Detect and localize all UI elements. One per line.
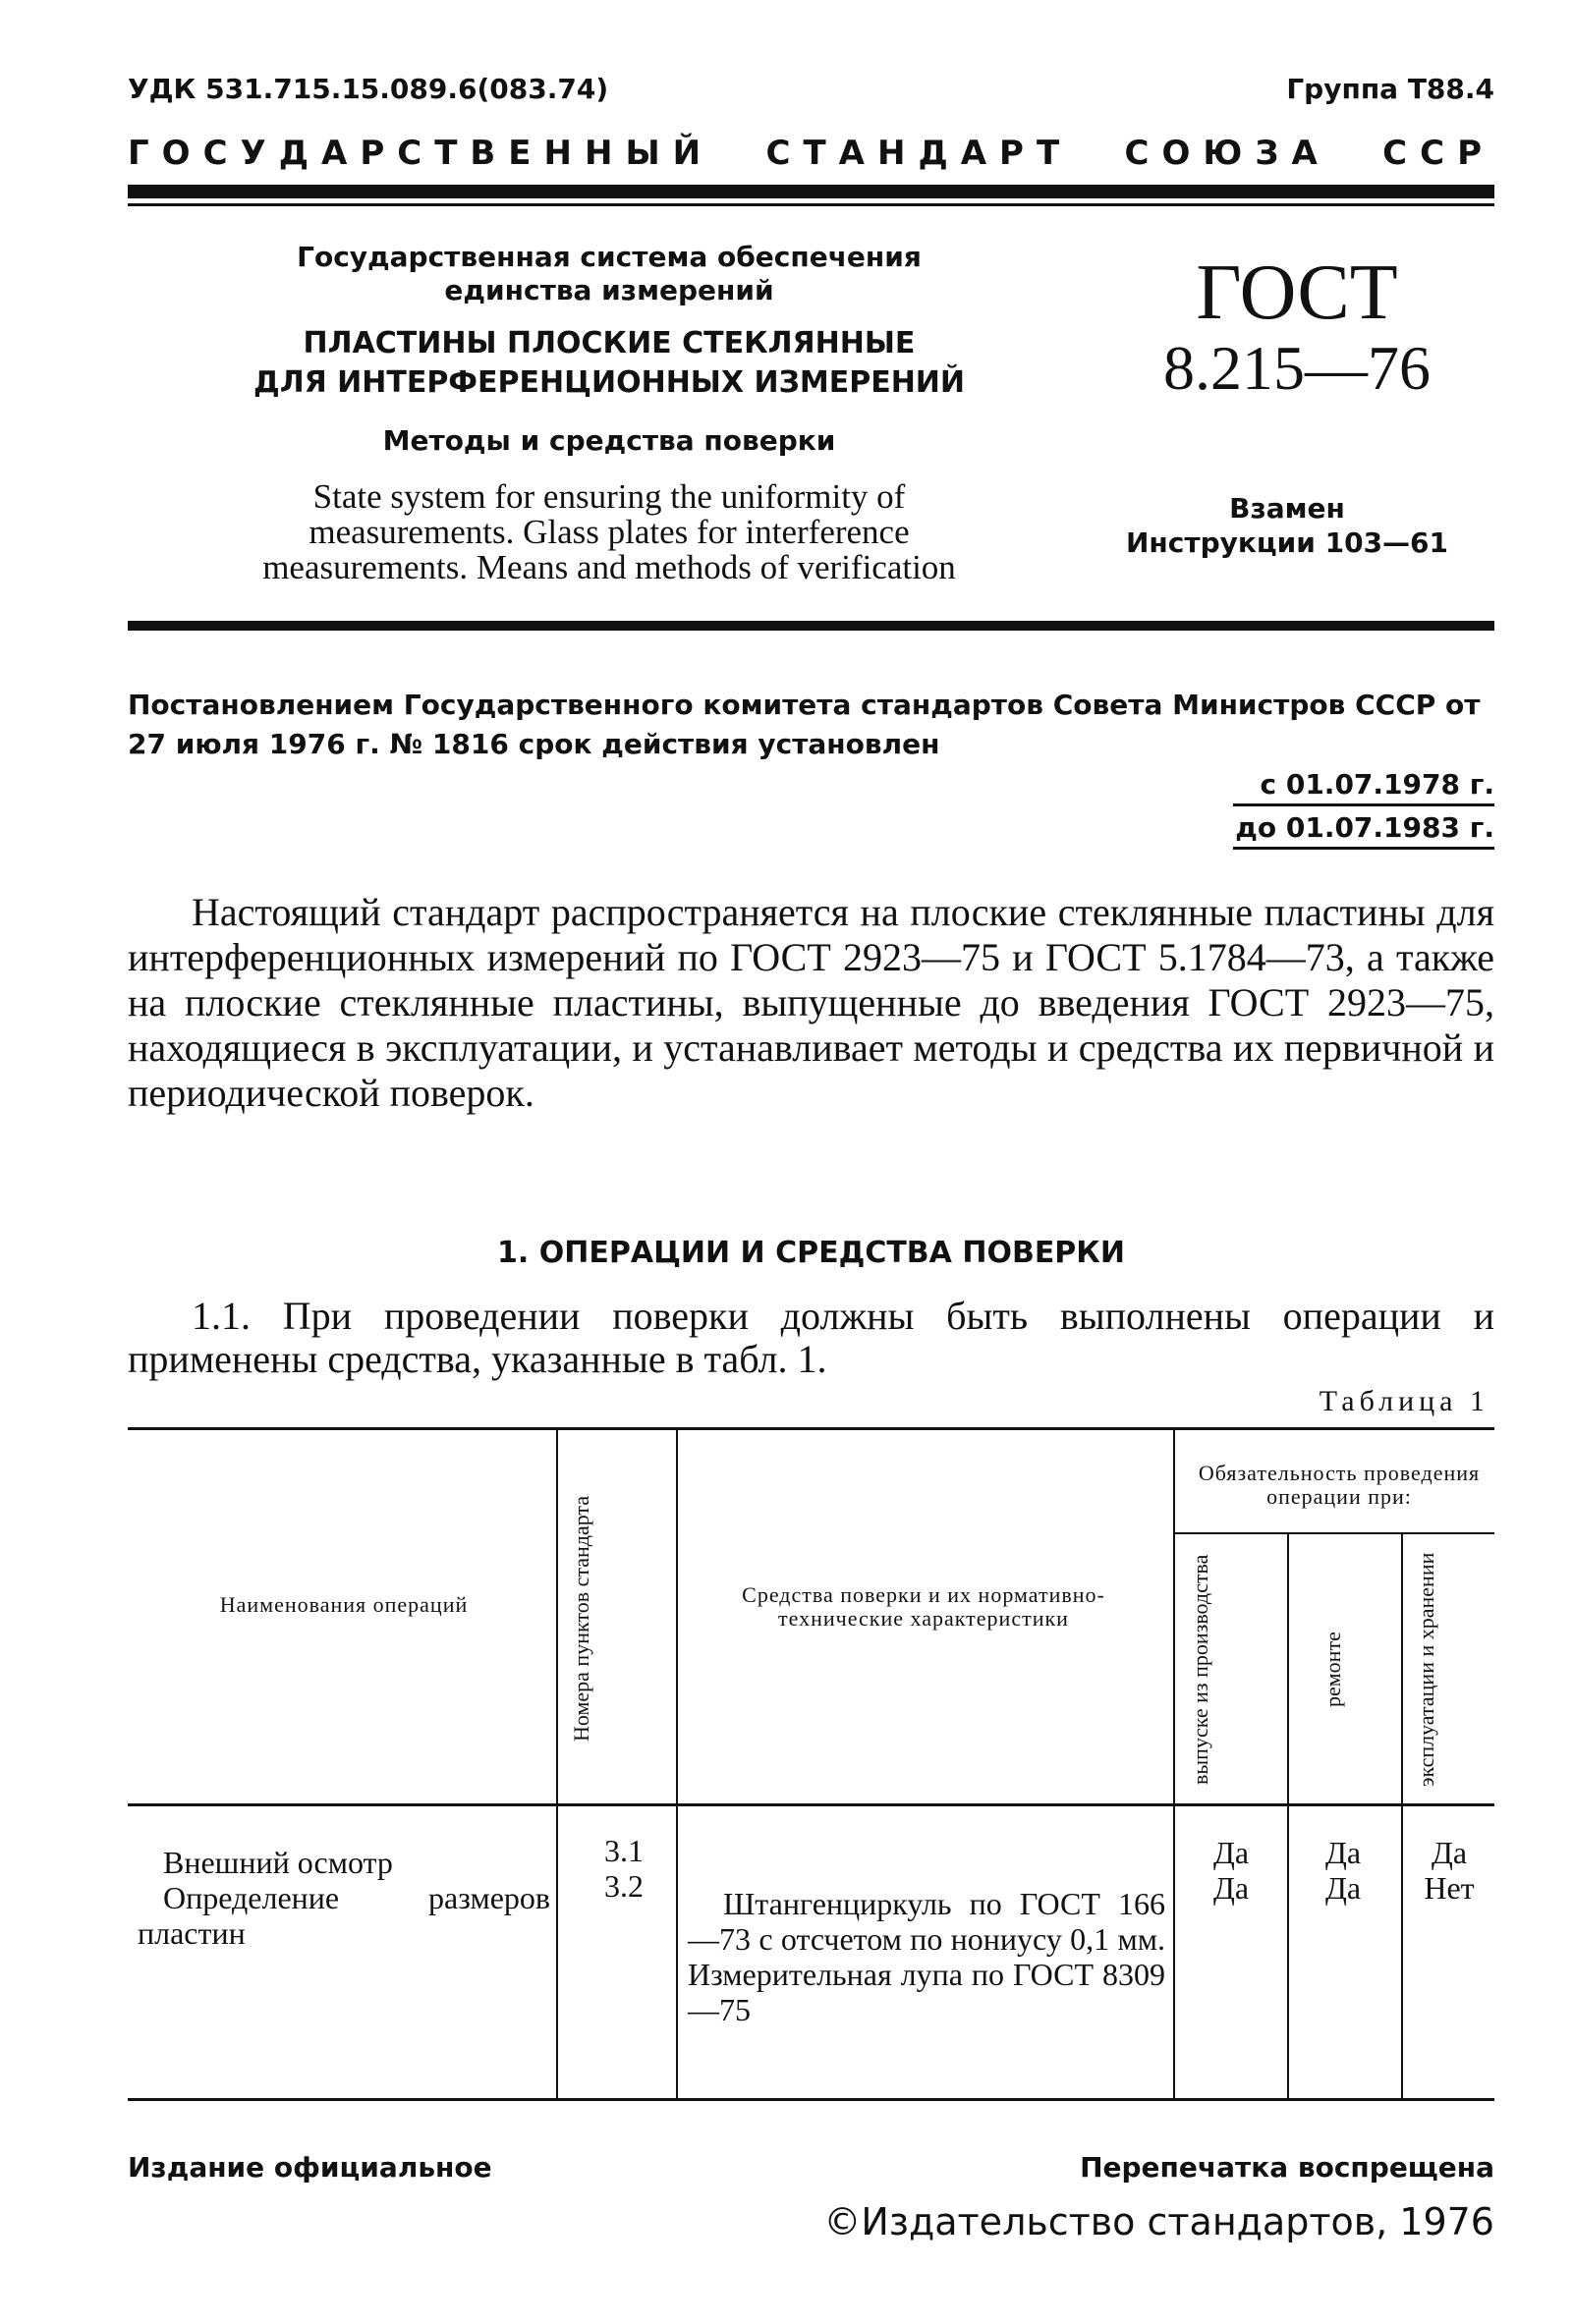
table-column-divider bbox=[556, 1430, 558, 2098]
replaces-document: Инструкции 103—61 bbox=[1125, 526, 1449, 559]
title-thick-rule bbox=[128, 621, 1494, 631]
row-release-value: Да bbox=[1212, 1835, 1250, 1870]
intro-paragraph: Настоящий стандарт распространяется на плоские стеклянные пластины для интерференционных измерений по ГОСТ 2923—75 и ГОСТ 5.1784—73, а также на плоские стеклянные пластины, выпущенные до введения ГОСТ 2923—75, находящиеся в эксплуатации, и устанавливает методы и средства их первичной и периодической поверок. bbox=[128, 890, 1494, 1115]
system-title-line: единства измерений bbox=[444, 274, 774, 306]
header-operations: Наименования операций bbox=[219, 1592, 469, 1617]
replaces-label: Взамен bbox=[1229, 492, 1345, 525]
state-standard-word: СТАНДАРТ bbox=[765, 134, 1073, 173]
table-top-rule bbox=[128, 1427, 1494, 1430]
english-title-line: measurements. Means and methods of verification bbox=[262, 548, 956, 586]
english-title-line: measurements. Glass plates for interference bbox=[309, 513, 910, 551]
english-title bbox=[177, 479, 1041, 585]
valid-to-date: до 01.07.1983 г. bbox=[1235, 811, 1494, 844]
table-column-divider bbox=[1401, 1534, 1403, 2098]
document-title-line: ПЛАСТИНЫ ПЛОСКИЕ СТЕКЛЯННЫЕ bbox=[303, 326, 916, 360]
header-means: Средства поверки и их нормативно-технические характеристики bbox=[742, 1582, 1105, 1631]
table-column-divider bbox=[676, 1430, 678, 2098]
header-thick-rule bbox=[128, 185, 1494, 198]
section-heading: 1. ОПЕРАЦИИ И СРЕДСТВА ПОВЕРКИ bbox=[497, 1236, 1125, 1270]
paragraph-1-1: 1.1. При проведении поверки должны быть выполнены операции и применены средства, указанные в табл. 1. bbox=[128, 1294, 1494, 1381]
row-operation-value: Да bbox=[1431, 1835, 1468, 1870]
official-edition-note: Издание официальное bbox=[128, 2151, 492, 2184]
decree-text: Постановлением Государственного комитета стандартов Совета Министров СССР от 27 июля 1976 г. № 1816 срок действия установлен bbox=[128, 689, 1481, 760]
publisher-copyright: ©Издательство стандартов, 1976 bbox=[823, 2200, 1494, 2243]
row-repair-value: Да bbox=[1324, 1870, 1362, 1906]
document-subtitle: Методы и средства поверки bbox=[382, 424, 836, 457]
state-standard-word: ССР bbox=[1382, 134, 1494, 173]
table-bottom-rule bbox=[128, 2098, 1494, 2101]
header-thin-rule bbox=[128, 203, 1494, 206]
system-title bbox=[226, 241, 992, 307]
table-column-divider bbox=[1287, 1534, 1289, 2098]
row-repair-value: Да bbox=[1324, 1835, 1362, 1870]
header-obligatory: Обязательность проведения операции при: bbox=[1198, 1461, 1481, 1509]
header-release: выпуске из производства bbox=[1188, 1554, 1212, 1786]
state-standard-word: СОЮЗА bbox=[1124, 134, 1330, 173]
row-operation-value: Нет bbox=[1424, 1870, 1475, 1906]
gost-number: 8.215—76 bbox=[1163, 333, 1431, 403]
group-code: Группа Т88.4 bbox=[1286, 73, 1494, 105]
header-standard-points: Номера пунктов стандарта bbox=[569, 1495, 593, 1742]
document-title bbox=[226, 324, 992, 403]
row-standard-point: 3.1 bbox=[604, 1833, 644, 1868]
table-header-rule bbox=[128, 1803, 1494, 1806]
header-repair: ремонте bbox=[1320, 1632, 1345, 1708]
date-underline bbox=[1233, 803, 1494, 806]
reprint-prohibited-note: Перепечатка воспрещена bbox=[1080, 2151, 1494, 2184]
table-subheader-rule bbox=[1175, 1532, 1494, 1534]
row-operation-name: Определение размеров пластин bbox=[138, 1880, 550, 1951]
gost-label: ГОСТ bbox=[1196, 249, 1398, 336]
date-underline bbox=[1233, 847, 1494, 850]
valid-from-date: с 01.07.1978 г. bbox=[1260, 768, 1494, 801]
state-standard-word: ГОСУДАРСТВЕННЫЙ bbox=[128, 134, 714, 173]
state-standard-heading bbox=[128, 134, 1494, 173]
table-column-divider bbox=[1173, 1430, 1175, 2098]
table-caption: Таблица 1 bbox=[1319, 1385, 1489, 1417]
document-title-line: ДЛЯ ИНТЕРФЕРЕНЦИОННЫХ ИЗМЕРЕНИЙ bbox=[253, 365, 966, 400]
row-standard-point: 3.2 bbox=[604, 1868, 644, 1904]
row-release-value: Да bbox=[1212, 1870, 1250, 1906]
system-title-line: Государственная система обеспечения bbox=[297, 241, 922, 273]
row-operation-name: Внешний осмотр bbox=[163, 1845, 393, 1880]
udk-code: УДК 531.715.15.089.6(083.74) bbox=[128, 73, 609, 105]
header-operation: эксплуатации и хранении bbox=[1414, 1552, 1438, 1788]
row-means: Штангенциркуль по ГОСТ 166—73 с отсчетом по нониусу 0,1 мм. Измерительная лупа по ГОСТ 8309—75 bbox=[688, 1886, 1165, 2027]
english-title-line: State system for ensuring the uniformity of bbox=[312, 477, 906, 516]
